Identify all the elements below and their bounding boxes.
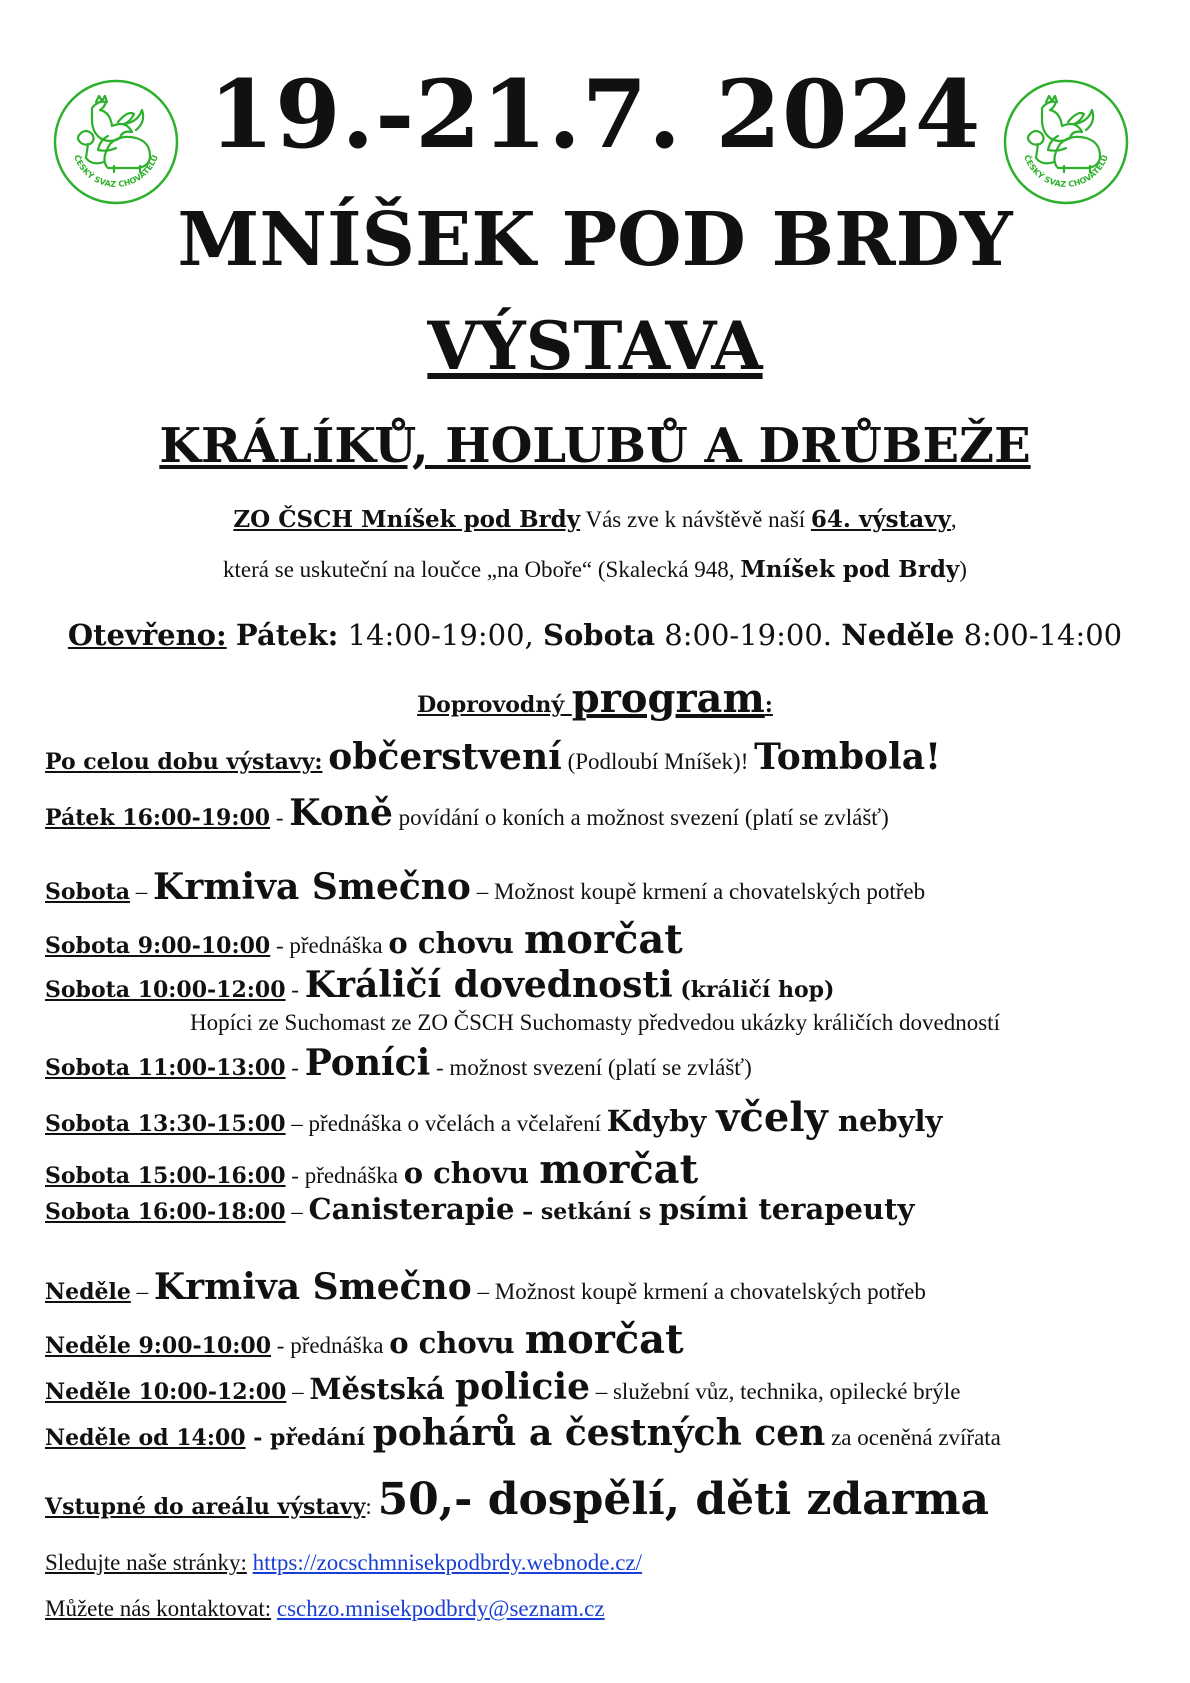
svg-text:ČESKÝ SVAZ CHOVATELŮ: ČESKÝ SVAZ CHOVATELŮ bbox=[72, 153, 160, 189]
program-row: Sobota 13:30-15:00 – přednáška o včelách a včelaření Kdyby včely nebyly bbox=[45, 1094, 943, 1141]
program-row: Pátek 16:00-19:00 - Koně povídání o koních a možnost svezení (platí se zvlášť) bbox=[45, 792, 889, 834]
program-row: Sobota – Krmiva Smečno – Možnost koupě krmení a chovatelských potřeb bbox=[45, 866, 926, 908]
event-date: 19.-21.7. 2024 bbox=[208, 60, 982, 170]
program-heading: Doprovodný program: bbox=[417, 675, 773, 722]
program-row: Neděle – Krmiva Smečno – Možnost koupě krmení a chovatelských potřeb bbox=[45, 1266, 926, 1308]
program-row: Po celou dobu výstavy: občerstvení (Podloubí Mníšek)! Tombola! bbox=[45, 736, 941, 778]
invite-line-1: ZO ČSCH Mníšek pod Brdy Vás zve k návštěvě naší 64. výstavy, bbox=[233, 506, 957, 533]
contact-line: Můžete nás kontaktovat: cschzo.mnisekpodbrdy@seznam.cz bbox=[45, 1596, 605, 1621]
program-row: Sobota 9:00-10:00 - přednáška o chovu morčat bbox=[45, 916, 683, 963]
program-row: Neděle 10:00-12:00 – Městská policie – služební vůz, technika, opilecké brýle bbox=[45, 1366, 961, 1408]
event-city: MNÍŠEK POD BRDY bbox=[177, 197, 1013, 283]
event-subtitle: KRÁLÍKŮ, HOLUBŮ A DRŮBEŽE bbox=[159, 418, 1031, 474]
email-link[interactable]: cschzo.mnisekpodbrdy@seznam.cz bbox=[276, 1596, 605, 1621]
program-row: Sobota 11:00-13:00 - Poníci - možnost svezení (platí se zvlášť) bbox=[45, 1042, 752, 1084]
program-row: Neděle od 14:00 - předání pohárů a čestných cen za oceněná zvířata bbox=[45, 1412, 1001, 1454]
organizer-name: ZO ČSCH Mníšek pod Brdy bbox=[233, 506, 581, 533]
program-row: Sobota 16:00-18:00 – Canisterapie – setkání s psími terapeuty bbox=[45, 1192, 915, 1226]
opening-hours: Otevřeno: Pátek: 14:00-19:00, Sobota 8:00-19:00. Neděle 8:00-14:00 bbox=[67, 618, 1123, 652]
venue-town: Mníšek pod Brdy bbox=[740, 556, 960, 583]
admission-row: Vstupné do areálu výstavy: 50,- dospělí, děti zdarma bbox=[45, 1474, 990, 1525]
invite-line-2: která se uskuteční na loučce „na Oboře“ (Skalecká 948, Mníšek pod Brdy) bbox=[223, 556, 967, 583]
program-note: Hopíci ze Suchomast ze ZO ČSCH Suchomasty předvedou ukázky králičích dovedností bbox=[190, 1010, 1000, 1035]
program-row: Sobota 15:00-16:00 - přednáška o chovu morčat bbox=[45, 1146, 699, 1193]
program-row: Sobota 10:00-12:00 - Králičí dovednosti (králičí hop) bbox=[45, 964, 835, 1006]
website-line: Sledujte naše stránky: https://zocschmnisekpodbrdy.webnode.cz/ bbox=[45, 1550, 643, 1575]
exhibition-number: 64. výstavy bbox=[810, 506, 951, 533]
event-title: VÝSTAVA bbox=[427, 307, 763, 385]
program-row: Neděle 9:00-10:00 - přednáška o chovu morčat bbox=[45, 1316, 684, 1363]
svg-text:ČESKÝ SVAZ CHOVATELŮ: ČESKÝ SVAZ CHOVATELŮ bbox=[1022, 153, 1110, 189]
website-link[interactable]: https://zocschmnisekpodbrdy.webnode.cz/ bbox=[252, 1550, 643, 1575]
